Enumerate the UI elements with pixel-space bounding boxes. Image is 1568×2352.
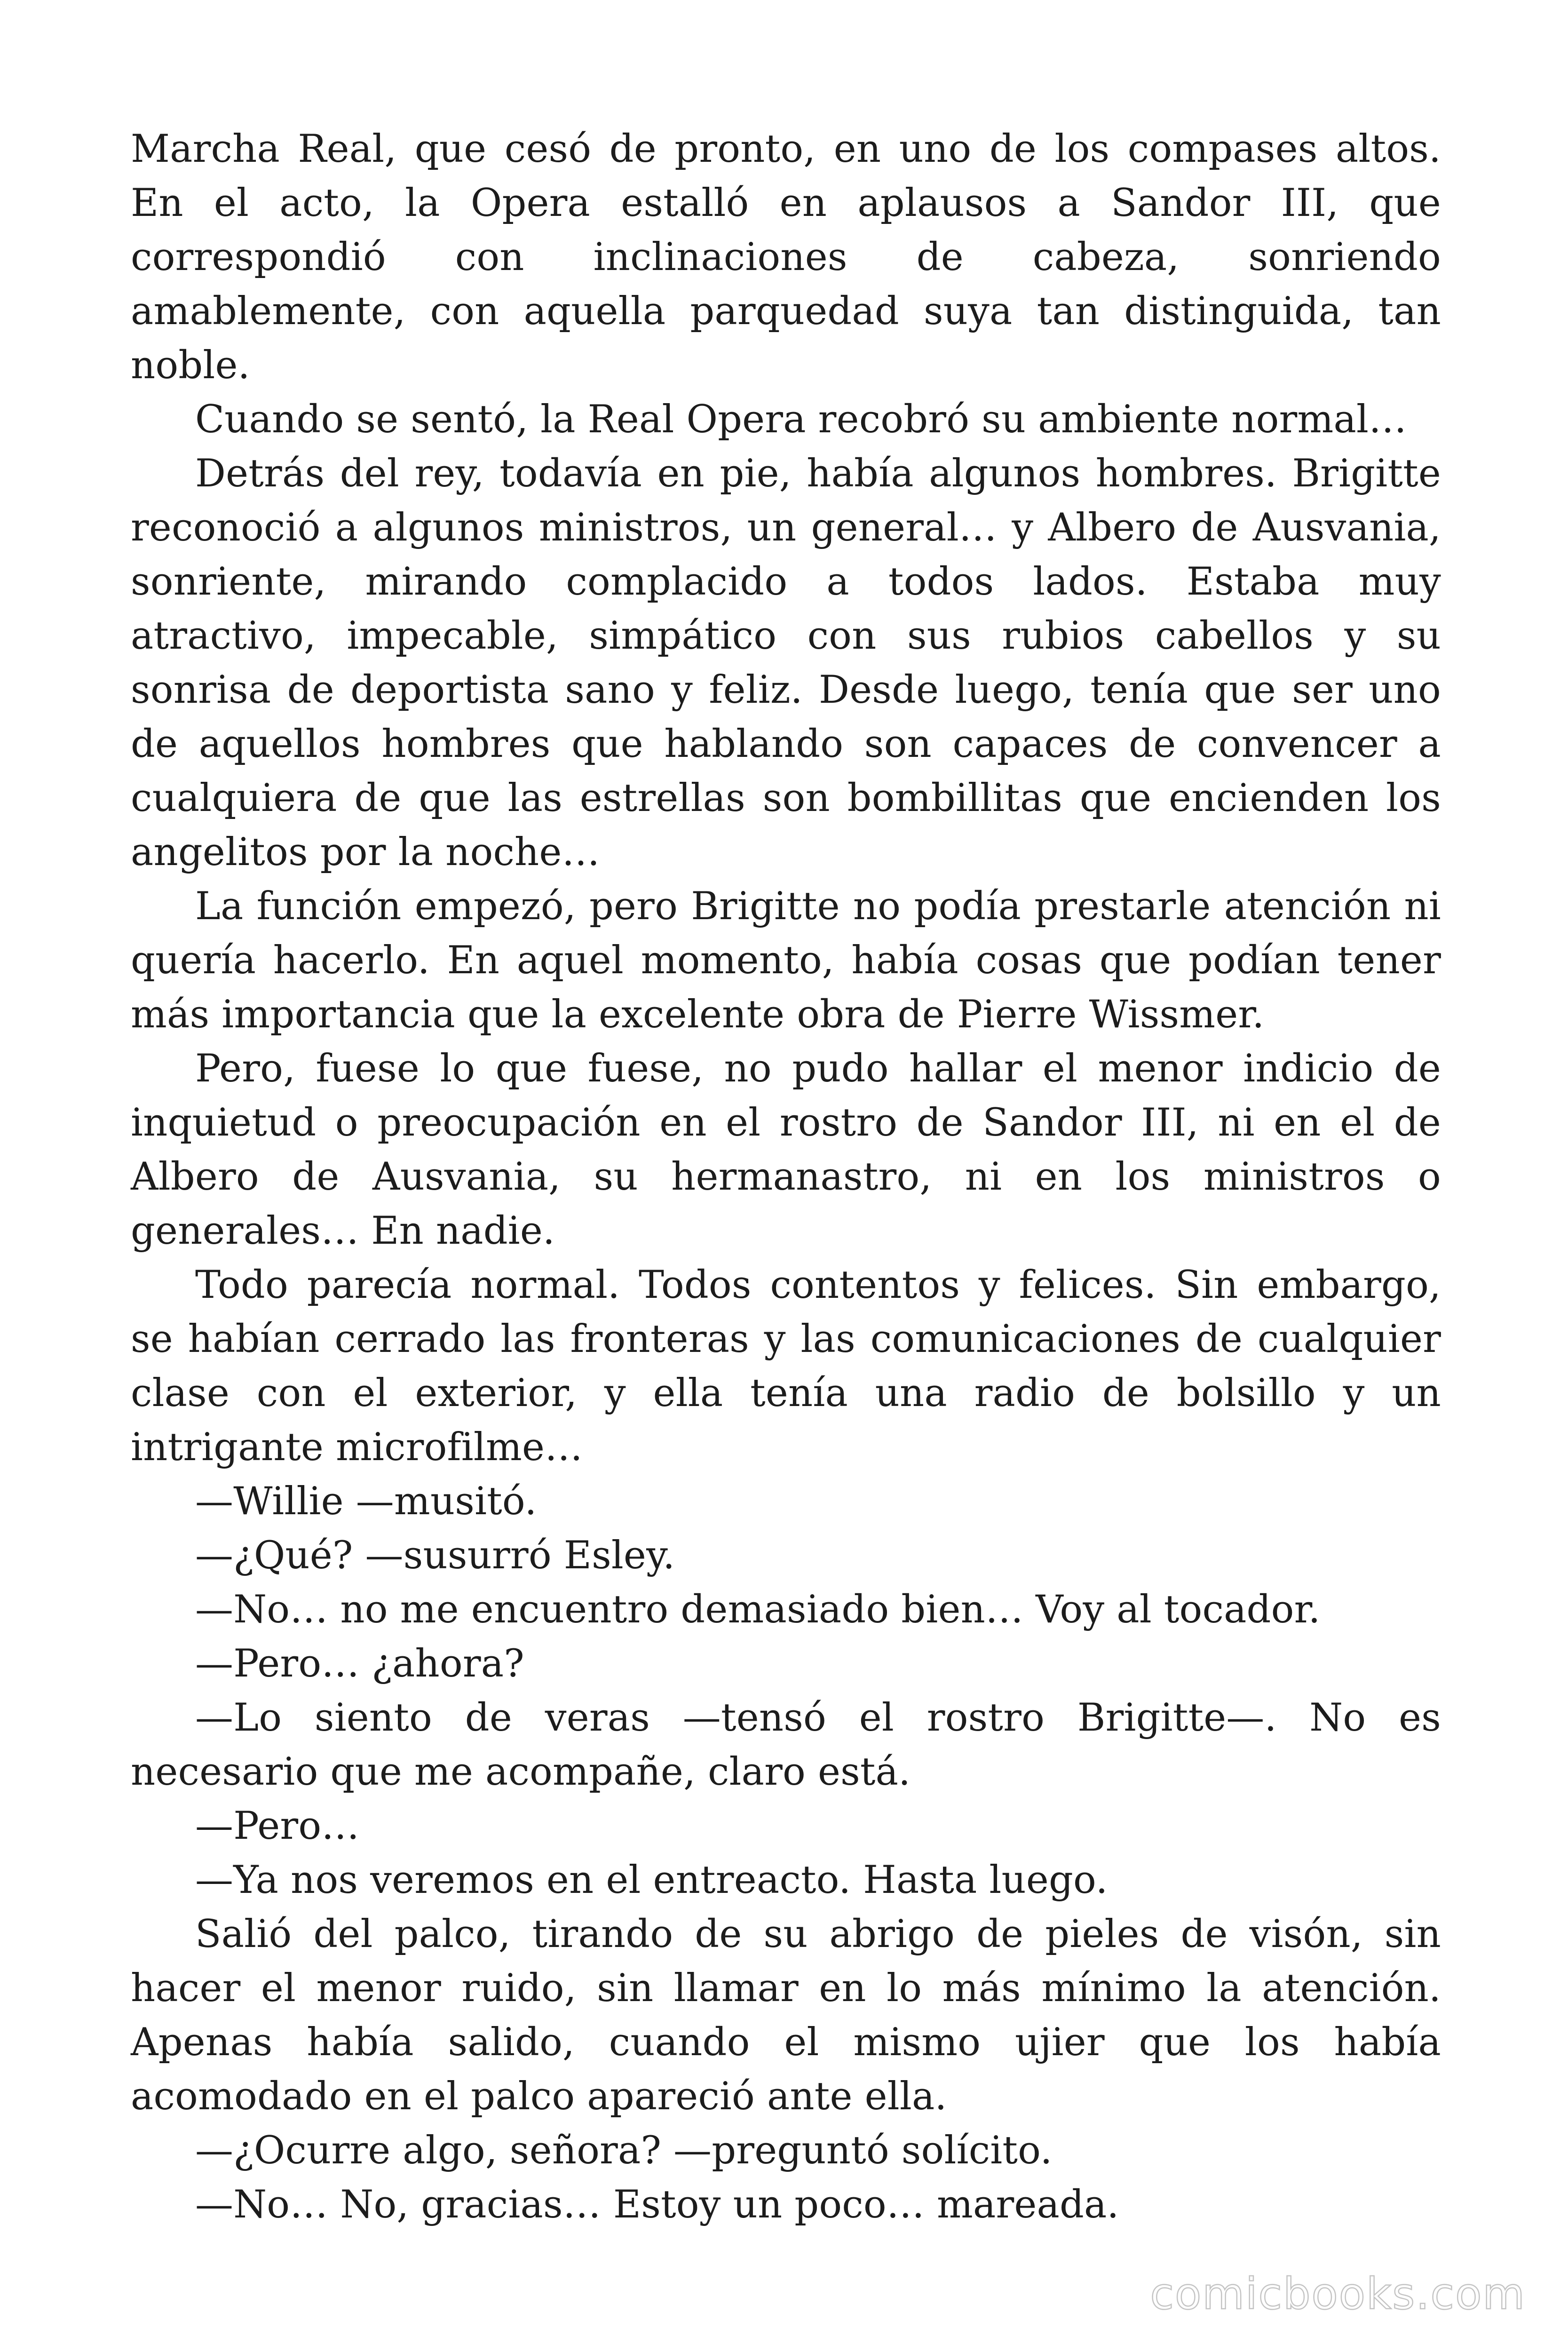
dialogue-line: —Pero…	[195, 1804, 360, 1848]
dialogue-line: —Willie —musitó.	[195, 1479, 537, 1524]
paragraph: La función empezó, pero Brigitte no podía prestarle atención ni quería hacerlo. En aquel momento, había cosas que podían tener más importancia que la excelente obra de Pierre Wissmer.	[131, 884, 1441, 1037]
document-body	[131, 122, 1441, 2232]
paragraph: Detrás del rey, todavía en pie, había algunos hombres. Brigitte reconoció a algunos ministros, un general… y Albero de Ausvania, sonriente, mirando complacido a todos lados. Estaba muy atractivo, impecable, simpático con sus rubios cabellos y su sonrisa de deportista sano y feliz. Desde luego, tenía que ser uno de aquellos hombres que hablando son capaces de convencer a cualquiera de que las estrellas son bombillitas que encienden los angelitos por la noche…	[131, 452, 1441, 874]
paragraph: Pero, fuese lo que fuese, no pudo hallar el menor indicio de inquietud o preocupación en el rostro de Sandor III, ni en el de Albero de Ausvania, su hermanastro, ni en los ministros o generales… En nadie.	[131, 1047, 1441, 1253]
dialogue-line: —No… No, gracias… Estoy un poco… mareada.	[195, 2183, 1119, 2227]
dialogue-line: —Ya nos veremos en el entreacto. Hasta luego.	[195, 1858, 1108, 1902]
dialogue-line: —No… no me encuentro demasiado bien… Voy al tocador.	[195, 1588, 1321, 1632]
paragraph: Todo parecía normal. Todos contentos y felices. Sin embargo, se habían cerrado las fronteras y las comunicaciones de cualquier clase con el exterior, y ella tenía una radio de bolsillo y un intrigante microfilme…	[131, 1263, 1441, 1470]
dialogue-line: —¿Ocurre algo, señora? —preguntó solícito.	[195, 2129, 1053, 2173]
dialogue-line: —¿Qué? —susurró Esley.	[195, 1534, 675, 1578]
dialogue-line: —Lo siento de veras —tensó el rostro Brigitte—. No es necesario que me acompañe, claro está.	[131, 1696, 1441, 1794]
dialogue-line: —Pero… ¿ahora?	[195, 1642, 524, 1686]
paragraph: Cuando se sentó, la Real Opera recobró su ambiente normal…	[195, 397, 1407, 442]
watermark: comicbooks.com	[1150, 2269, 1526, 2319]
paragraph: Marcha Real, que cesó de pronto, en uno de los compases altos. En el acto, la Opera estalló en aplausos a Sandor III, que correspondió con inclinaciones de cabeza, sonriendo amablemente, con aquella parquedad suya tan distinguida, tan noble.	[131, 127, 1441, 388]
paragraph: Salió del palco, tirando de su abrigo de pieles de visón, sin hacer el menor ruido, sin llamar en lo más mínimo la atención. Apenas había salido, cuando el mismo ujier que los había acomodado en el palco apareció ante ella.	[131, 1912, 1441, 2119]
